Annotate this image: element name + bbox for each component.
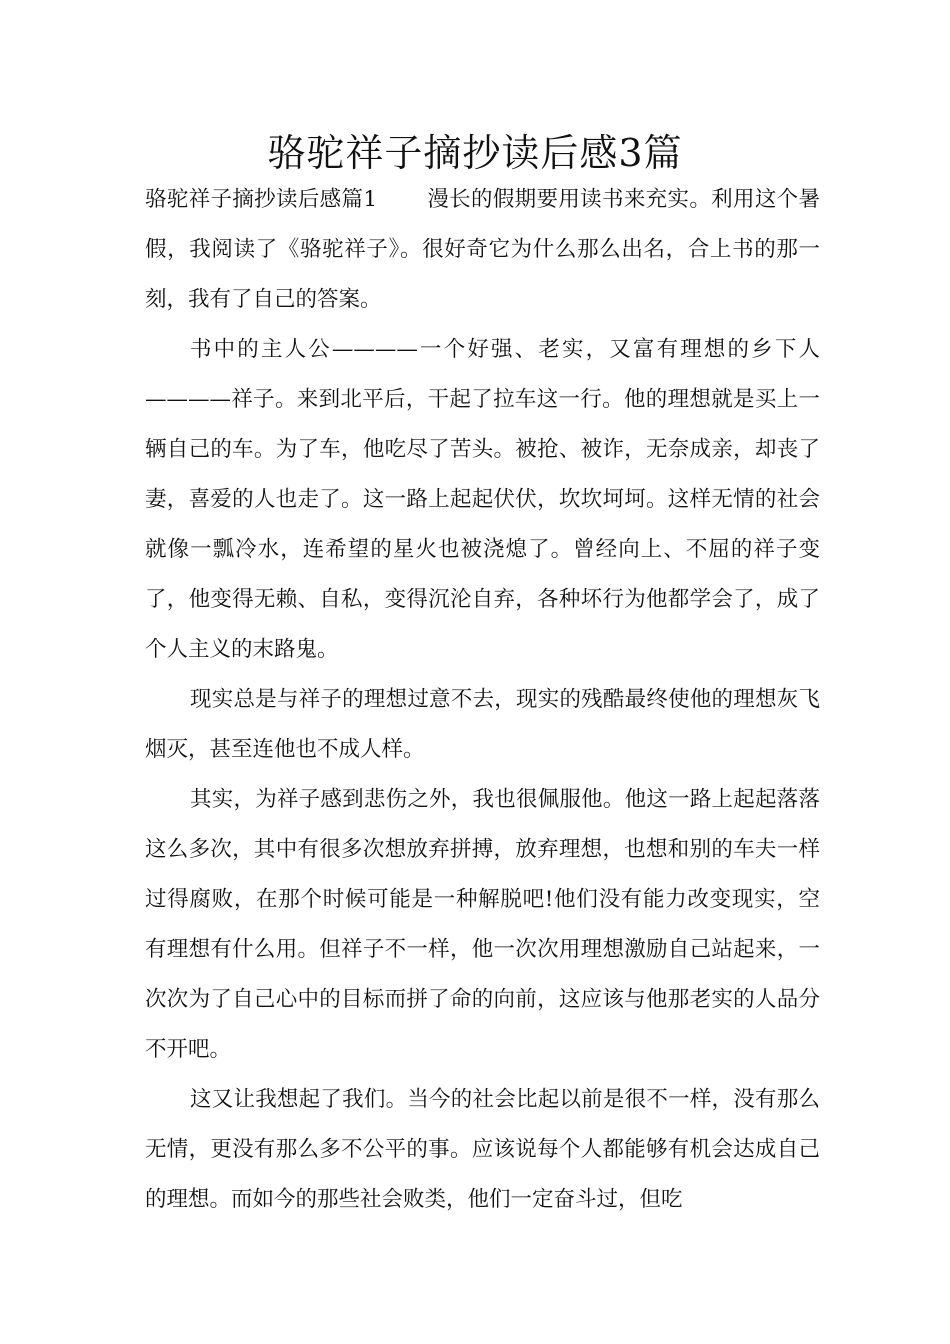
document-title: 骆驼祥子摘抄读后感3篇 <box>267 131 683 175</box>
paragraph-3: 现实总是与祥子的理想过意不去，现实的残酷最终使他的理想灰飞烟灭，甚至连他也不成人样。 <box>145 687 820 762</box>
paragraph-4: 其实，为祥子感到悲伤之外，我也很佩服他。他这一路上起起落落这么多次，其中有很多次想放弃拼搏，放弃理想，也想和别的车夫一样过得腐败，在那个时候可能是一种解脱吧!他们没有能力改变现实，空有理想有什么用。但祥子不一样，他一次次用理想激励自己站起来，一次次为了自己心中的目标而拼了命的向前，这应该与他那老实的人品分不开吧。 <box>145 787 820 1062</box>
section-heading: 骆驼祥子摘抄读后感篇1 <box>145 187 378 212</box>
paragraph-1 <box>145 175 820 325</box>
paragraph-1-text: 漫长的假期要用读书来充实。利用这个暑假，我阅读了《骆驼祥子》。很好奇它为什么那么出名，合上书的那一刻，我有了自己的答案。 <box>145 187 820 312</box>
paragraph-2: 书中的主人公————一个好强、老实，又富有理想的乡下人————祥子。来到北平后，干起了拉车这一行。他的理想就是买上一辆自己的车。为了车，他吃尽了苦头。被抢、被诈，无奈成亲，却丧了妻，喜爱的人也走了。这一路上起起伏伏，坎坎坷坷。这样无情的社会就像一瓢冷水，连希望的星火也被浇熄了。曾经向上、不屈的祥子变了，他变得无赖、自私，变得沉沦自弃，各种坏行为他都学会了，成了个人主义的末路鬼。 <box>145 337 820 662</box>
paragraph-5: 这又让我想起了我们。当今的社会比起以前是很不一样，没有那么无情，更没有那么多不公平的事。应该说每个人都能够有机会达成自己的理想。而如今的那些社会败类，他们一定奋斗过，但吃 <box>145 1087 820 1212</box>
document-body <box>145 175 820 1225</box>
